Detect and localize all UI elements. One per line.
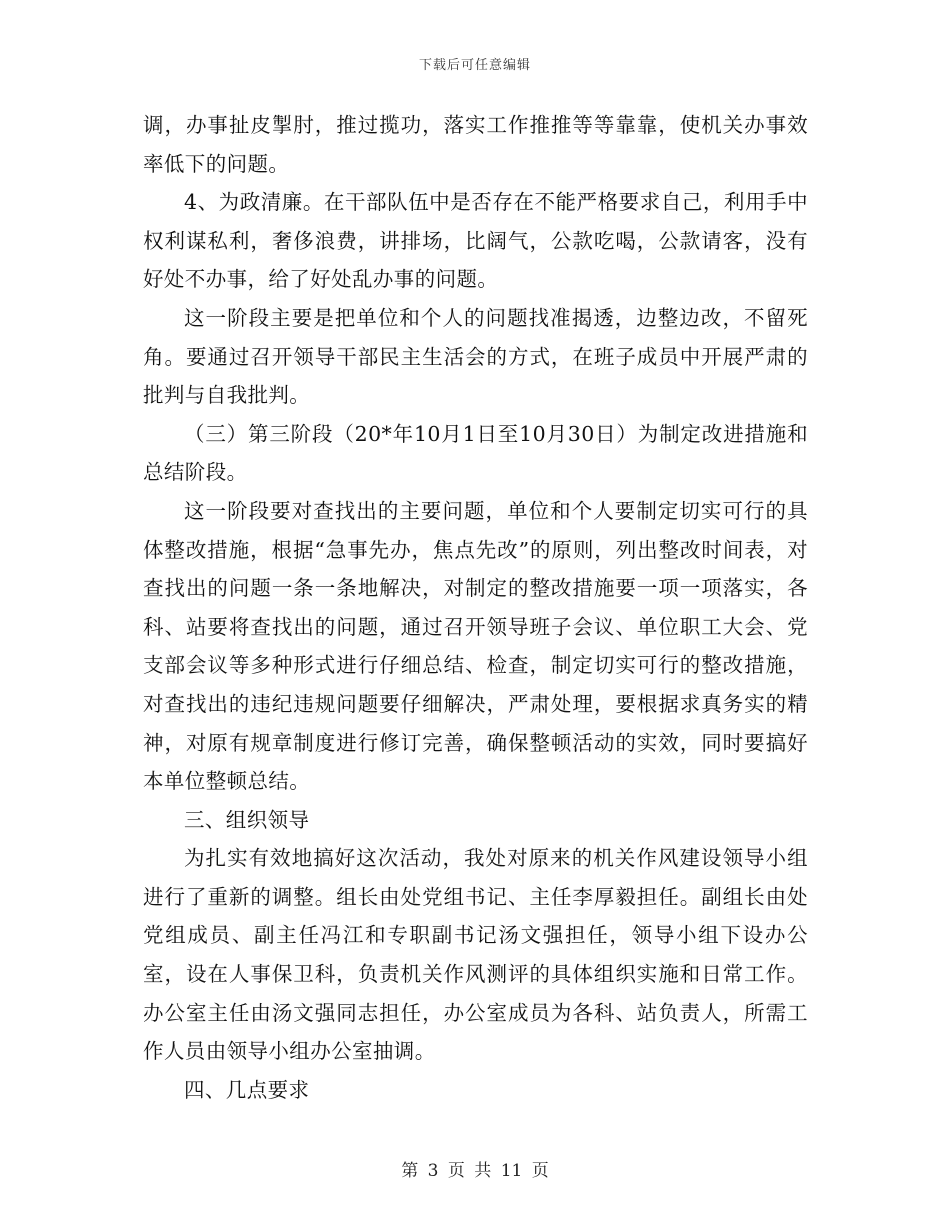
- paragraph-continuation: 调，办事扯皮掣肘，推过揽功，落实工作推推等等靠靠，使机关办事效率低下的问题。: [143, 113, 808, 176]
- paragraph-stage-three-heading: （三）第三阶段（20*年10月1日至10月30日）为制定改进措施和总结阶段。: [143, 421, 808, 485]
- page-number-footer: 第 3 页 共 11 页: [401, 1161, 549, 1181]
- paragraph-organization-body: 为扎实有效地搞好这次活动，我处对原来的机关作风建设领导小组进行了重新的调整。组长由处党组书记、主任李厚毅担任。副组长由处党组成员、副主任冯江和专职副书记汤文强担任，领导小组下设办公室，设在人事保卫科，负责机关作风测评的具体组织实施和日常工作。办公室主任由汤文强同志担任，办公室成员为各科、站负责人，所需工作人员由领导小组办公室抽调。: [143, 846, 808, 1064]
- section-heading-organization: 三、组织领导: [184, 807, 310, 832]
- paragraph-stage-summary: 这一阶段主要是把单位和个人的问题找准揭透，边整边改，不留死角。要通过召开领导干部民主生活会的方式，在班子成员中开展严肃的批判与自我批判。: [143, 305, 808, 408]
- paragraph-stage-three-body: 这一阶段要对查找出的主要问题，单位和个人要制定切实可行的具体整改措施，根据“急事先办，焦点先改”的原则，列出整改时间表，对查找出的问题一条一条地解决，对制定的整改措施要一项一项落实，各科、站要将查找出的问题，通过召开领导班子会议、单位职工大会、党支部会议等多种形式进行仔细总结、检查，制定切实可行的整改措施，对查找出的违纪违规问题要仔细解决，严肃处理，要根据求真务实的精神，对原有规章制度进行修订完善，确保整顿活动的实效，同时要搞好本单位整顿总结。: [143, 498, 808, 794]
- section-heading-requirements: 四、几点要求: [184, 1077, 310, 1102]
- paragraph-item-4: 4、为政清廉。在干部队伍中是否存在不能严格要求自己，利用手中权利谋私利，奢侈浪费，讲排场，比阔气，公款吃喝，公款请客，没有好处不办事，给了好处乱办事的问题。: [143, 190, 808, 292]
- download-note-header: 下载后可任意编辑: [418, 58, 531, 73]
- document-body: [143, 106, 808, 1109]
